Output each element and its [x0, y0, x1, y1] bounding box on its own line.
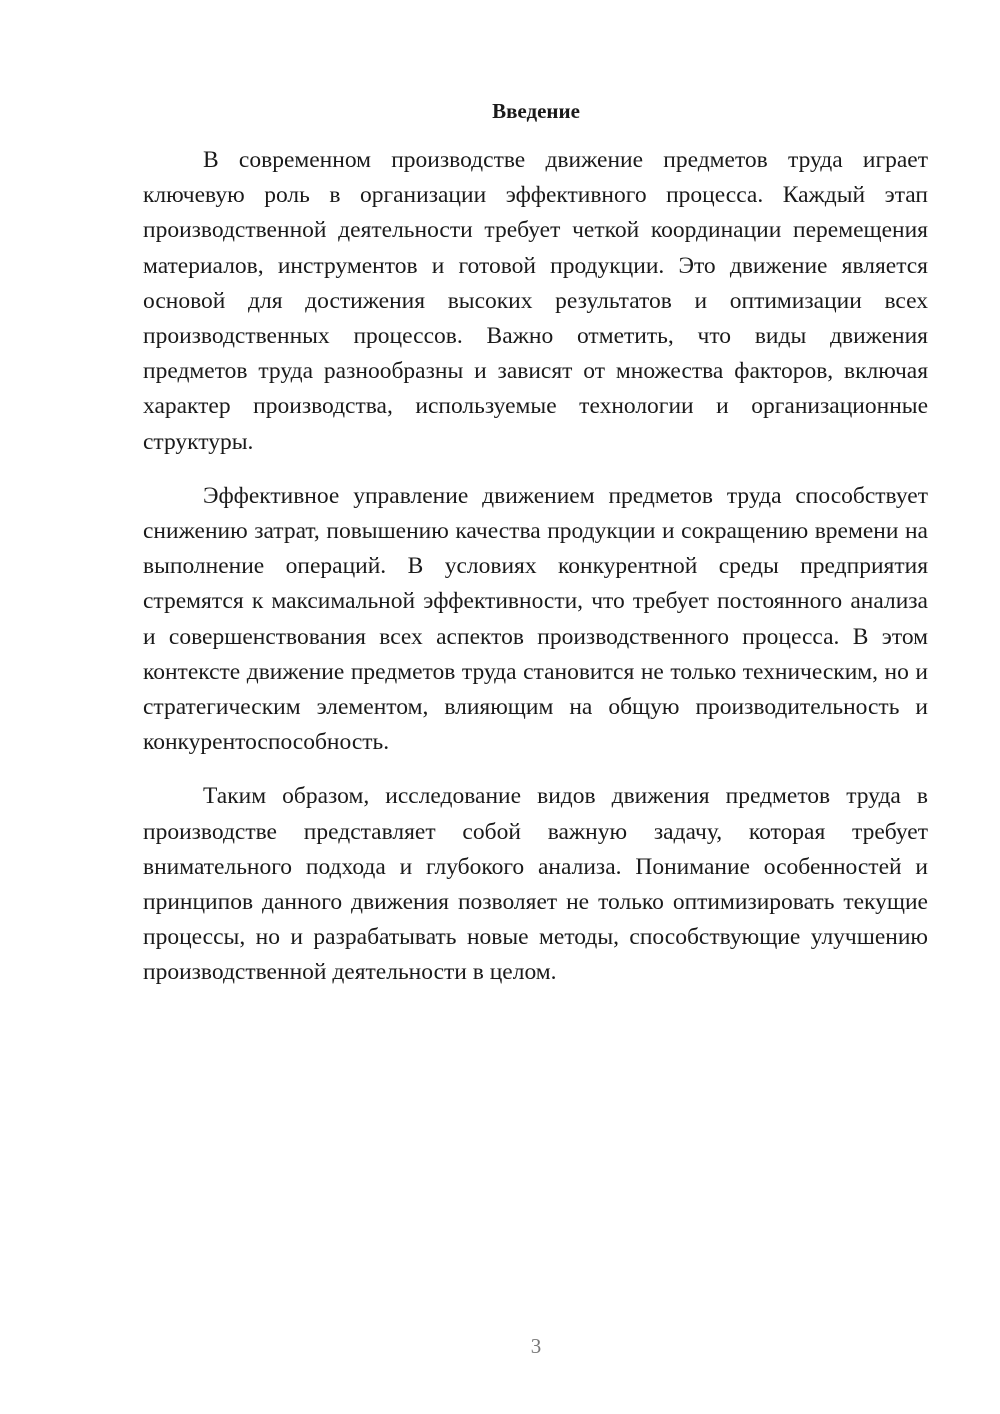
paragraph-1: В современном производстве движение предметов труда играет ключевую роль в организации эффективного процесса. Каждый этап производственной деятельности требует четкой координации перемещения материалов, инструментов и готовой продукции. Это движение является основой для достижения высоких результатов и оптимизации всех производственных процессов. Важно отметить, что виды движения предметов труда разнообразны и зависят от множества факторов, включая характер производства, используемые технологии и организационные структуры.: [143, 147, 928, 455]
section-heading: Введение: [492, 99, 580, 123]
paragraph-2: Эффективное управление движением предметов труда способствует снижению затрат, повышению качества продукции и сокращению времени на выполнение операций. В условиях конкурентной среды предприятия стремятся к максимальной эффективности, что требует постоянного анализа и совершенствования всех аспектов производственного процесса. В этом контексте движение предметов труда становится не только техническим, но и стратегическим элементом, влияющим на общую производительность и конкурентоспособность.: [143, 482, 928, 756]
paragraph-3: Таким образом, исследование видов движения предметов труда в производстве представляет собой важную задачу, которая требует внимательного подхода и глубокого анализа. Понимание особенностей и принципов данного движения позволяет не только оптимизировать текущие процессы, но и разрабатывать новые методы, способствующие улучшению производственной деятельности в целом.: [143, 783, 928, 986]
body-text: [143, 143, 928, 1010]
page-number: 3: [530, 1334, 542, 1358]
